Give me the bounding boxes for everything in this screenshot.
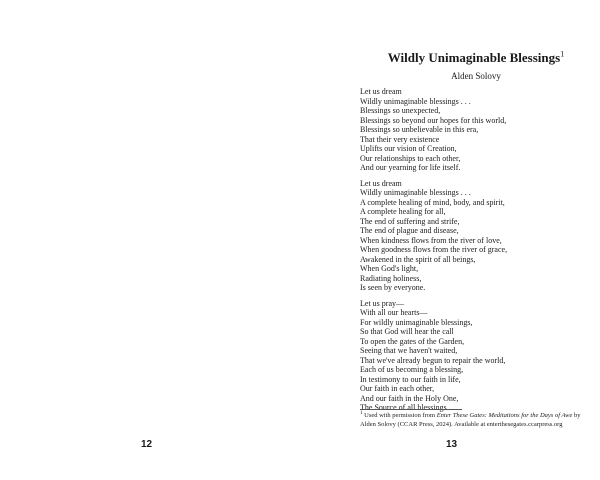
poem-line: The Source of all blessings. xyxy=(360,403,449,412)
poem-line: That we've already begun to repair the world, xyxy=(360,355,506,365)
poem-line: To open the gates of the Garden, xyxy=(360,336,465,346)
poem-line: Wildly unimaginable blessings . . . xyxy=(360,96,471,106)
page-number-right: 13 xyxy=(446,439,458,450)
poem-line: Uplifts our vision of Creation, xyxy=(360,144,457,153)
footnote-text-after: by Alden Solovy (CCAR Press, 2024). Available at enterthesegates.ccarpress.org xyxy=(360,412,581,428)
stanza-1 xyxy=(360,87,596,173)
title-footnote-mark: 1 xyxy=(560,49,565,59)
poem-title xyxy=(360,50,592,66)
poem-line: Is seen by everyone. xyxy=(360,283,426,292)
poem-line: Let us dream xyxy=(360,178,402,188)
poem-line: For wildly unimaginable blessings, xyxy=(360,317,473,327)
page-number-left: 12 xyxy=(141,439,153,450)
poem-line: Awakened in the spirit of all beings, xyxy=(360,254,476,264)
poem-line: The end of plague and disease, xyxy=(360,226,459,235)
footnote xyxy=(360,412,596,429)
poem-line: Radiating holiness, xyxy=(360,273,422,283)
poem-title-text: Wildly Unimaginable Blessings xyxy=(387,50,561,65)
poem-line: In testimony to our faith in life, xyxy=(360,374,461,384)
poem-line: Our relationships to each other, xyxy=(360,153,461,163)
footnote-divider xyxy=(360,409,462,410)
poem-line: Our faith in each other, xyxy=(360,384,435,393)
poem-line: And our faith in the Holy One, xyxy=(360,393,459,403)
footnote-mark: 1 xyxy=(360,410,363,416)
stanza-2 xyxy=(360,179,596,293)
poem-line: Let us pray— xyxy=(360,298,404,308)
poem-body xyxy=(360,87,596,419)
poem-line: So that God will hear the call xyxy=(360,327,454,336)
poem-line: Blessings so unexpected, xyxy=(360,106,441,115)
poem-author: Alden Solovy xyxy=(451,71,501,81)
poem-line: With all our hearts— xyxy=(360,308,428,317)
poem-line: Each of us becoming a blessing, xyxy=(360,365,464,374)
poem-line: Seeing that we haven't waited, xyxy=(360,346,458,355)
footnote-text-before: Used with permission from xyxy=(362,412,437,419)
poem-line: Blessings so unbelievable in this era, xyxy=(360,125,479,134)
poem-line: Let us dream xyxy=(360,87,402,96)
stanza-3 xyxy=(360,299,596,413)
poem-line: Blessings so beyond our hopes for this world, xyxy=(360,115,507,125)
poem-line: The end of suffering and strife, xyxy=(360,216,460,226)
poem-line: A complete healing of mind, body, and spirit, xyxy=(360,197,505,207)
poem-line: A complete healing for all, xyxy=(360,207,446,216)
footnote-book-title: Enter These Gates: Meditations for the Days of Awe xyxy=(436,412,573,419)
poem-line: And our yearning for life itself. xyxy=(360,163,461,172)
poem-line: Wildly unimaginable blessings . . . xyxy=(360,188,471,197)
poem-line: When goodness flows from the river of grace, xyxy=(360,245,508,254)
poem-line: When God's light, xyxy=(360,264,419,273)
poem-line: When kindness flows from the river of love, xyxy=(360,235,502,245)
poem-line: That their very existence xyxy=(360,134,440,144)
right-page xyxy=(300,0,600,480)
